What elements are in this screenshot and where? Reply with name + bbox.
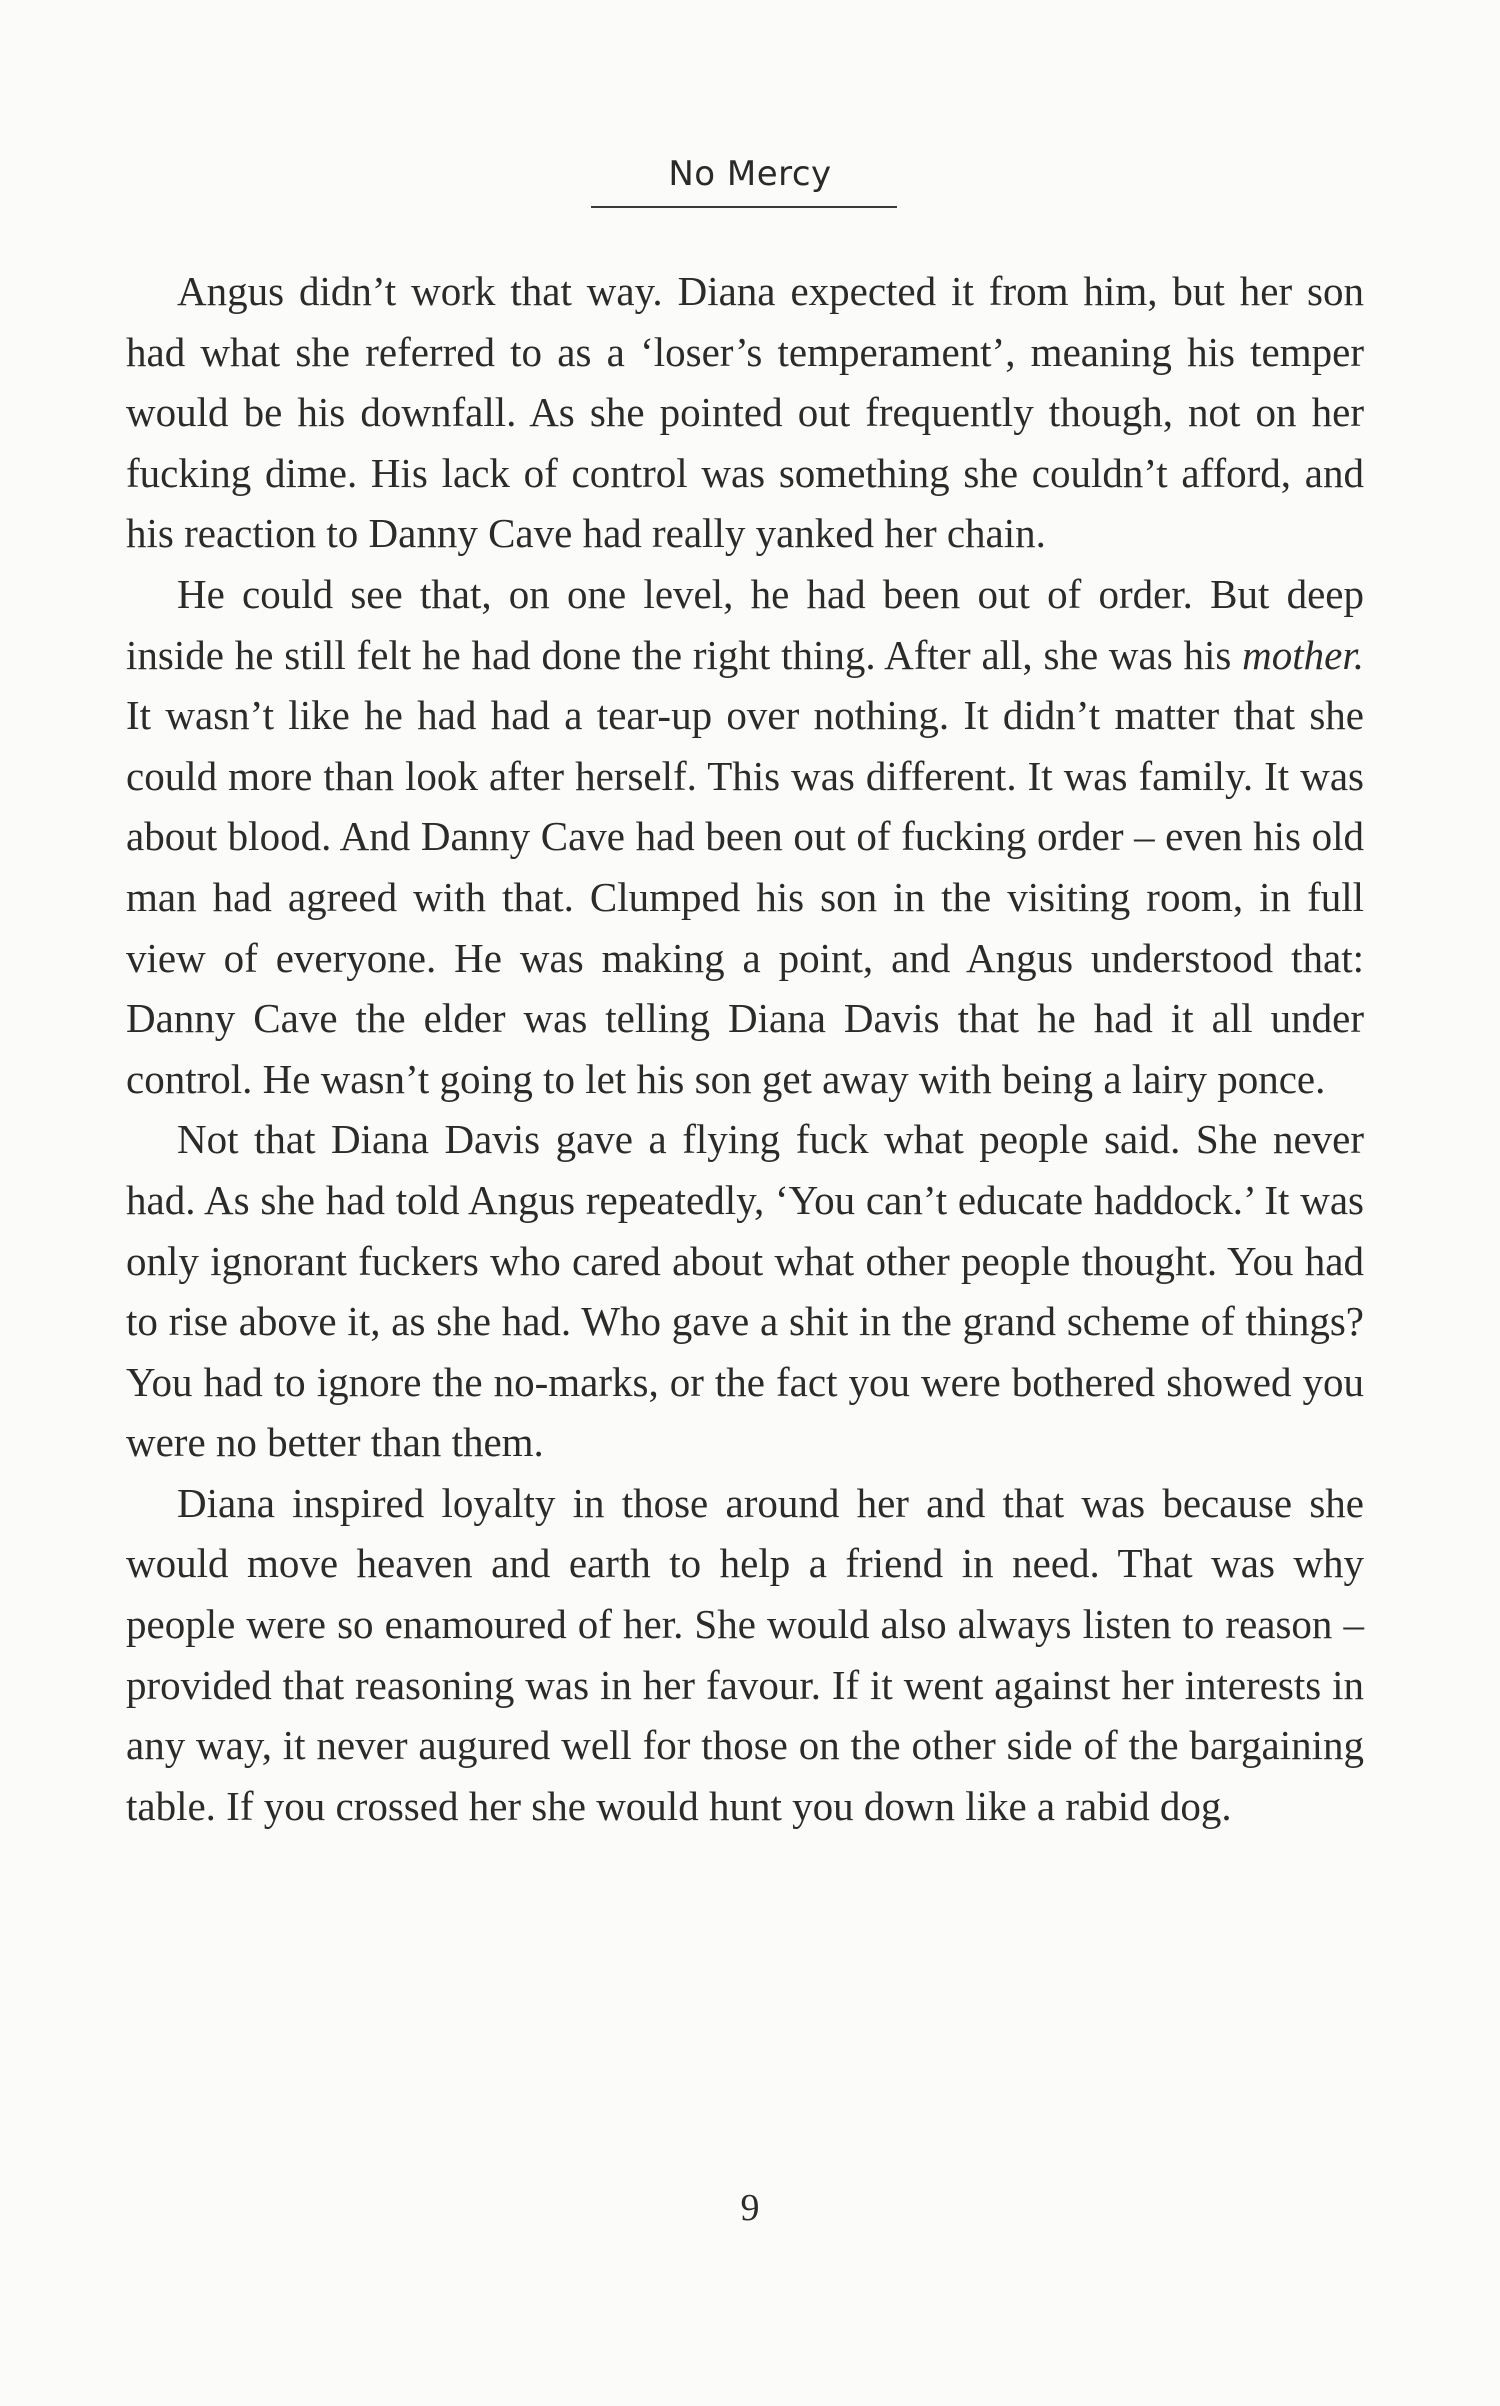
paragraph-2-part-2: It wasn’t like he had had a tear-up over nothing. It didn’t matter that she could more than look after herself. This was different. It was family. It was about blood. And Danny Cave had been out of fucking order – even his old man had agreed with that. Clumped his son in the visiting room, in full view of everyone. He was making a point, and Angus understood that: Danny Cave the elder was telling Diana Davis that he had it all under control. He wasn’t going to let his son get away with being a lairy ponce. — [126, 692, 1364, 1102]
body-text — [126, 261, 1364, 1836]
paragraph-2-part-1: He could see that, on one level, he had been out of order. But deep inside he still felt he had done the right thing. After all, she was his — [126, 570, 1364, 678]
running-head-title: No Mercy — [668, 154, 832, 194]
paragraph-1: Angus didn’t work that way. Diana expected it from him, but her son had what she referred to as a ‘loser’s temperament’, meaning his temper would be his downfall. As she pointed out frequently though, not on her fucking dime. His lack of control was something she couldn’t afford, and his reaction to Danny Cave had really yanked her chain. — [126, 268, 1364, 557]
page-number: 9 — [740, 2187, 760, 2229]
paragraph-4: Diana inspired loyalty in those around her and that was because she would move heaven and earth to help a friend in need. That was why people were so enamoured of her. She would also always listen to reason – provided that reasoning was in her favour. If it went against her interests in any way, it never augured well for those on the other side of the bargaining table. If you crossed her she would hunt you down like a rabid dog. — [126, 1479, 1364, 1829]
paragraph-2 — [126, 564, 1364, 1109]
paragraph-3: Not that Diana Davis gave a flying fuck what people said. She never had. As she had told Angus repeatedly, ‘You can’t educate haddock.’ It was only ignorant fuckers who cared about what other people thought. You had to rise above it, as she had. Who gave a shit in the grand scheme of things? You had to ignore the no-marks, or the fact you were bothered showed you were no better than them. — [126, 1116, 1364, 1466]
header-rule — [591, 206, 897, 208]
paragraph-2-emphasis: mother. — [1242, 631, 1364, 678]
